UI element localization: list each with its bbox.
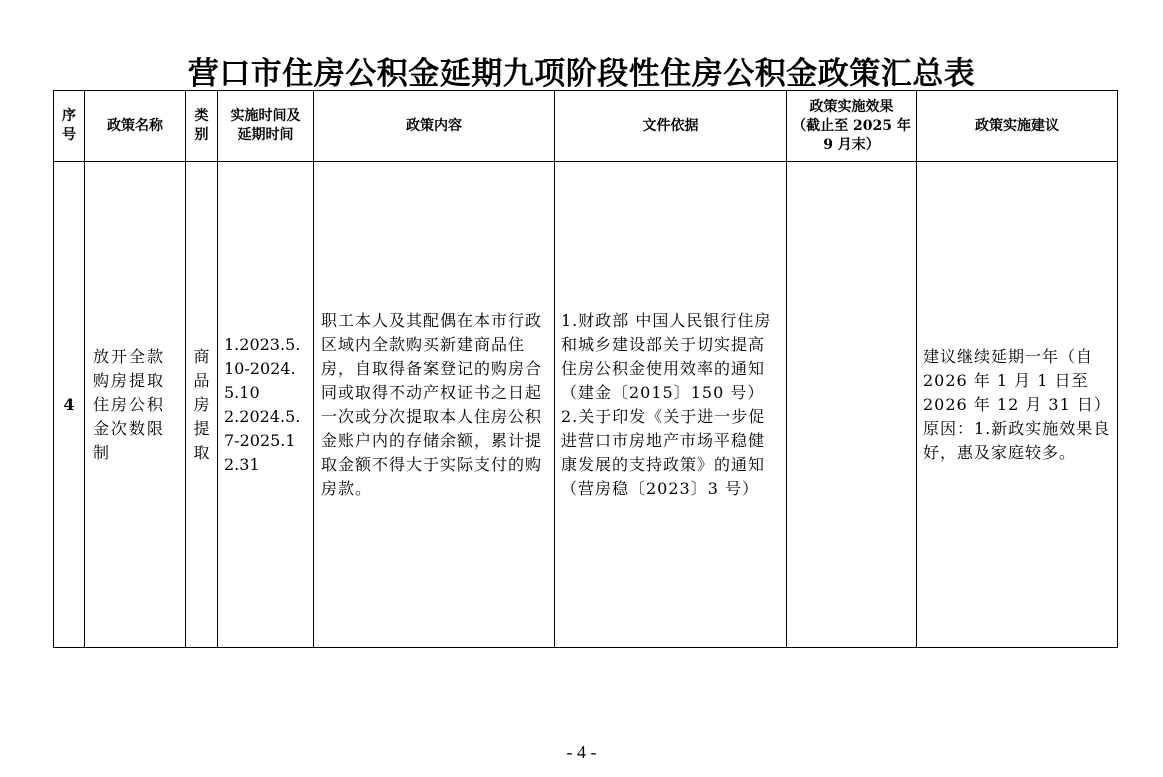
cell-category: 商品房提取 [186,162,218,648]
table-header-row [54,91,1118,162]
page-number: - 4 - [566,742,597,762]
cell-effect [787,162,917,648]
header-no: 序 号 [54,91,85,162]
cell-content: 职工本人及其配偶在本市行政区域内全款购买新建商品住房，自取得备案登记的购房合同或取得不动产权证书之日起一次或分次提取本人住房公积金账户内的存储余额，累计提取金额不得大于实际支付的购房款。 [314,162,555,648]
cell-no: 4 [54,162,85,648]
header-category: 类 别 [186,91,218,162]
document-title: 营口市住房公积金延期九项阶段性住房公积金政策汇总表 [187,56,976,92]
header-basis: 文件依据 [555,91,787,162]
header-suggestion: 政策实施建议 [917,91,1118,162]
policy-table [53,90,1118,648]
cell-suggestion: 建议继续延期一年（自 2026 年 1 月 1 日至 2026 年 12 月 31 日） 原因：1.新政实施效果良好，惠及家庭较多。 [917,162,1118,648]
header-effect: 政策实施效果 （截止至 2025 年 9 月末） [787,91,917,162]
header-content: 政策内容 [314,91,555,162]
table-row [54,162,1118,648]
header-policy-name: 政策名称 [85,91,186,162]
cell-basis: 1.财政部 中国人民银行住房和城乡建设部关于切实提高住房公积金使用效率的通知（建金〔2015〕150 号） 2.关于印发《关于进一步促进营口市房地产市场平稳健康发展的支持政策》的通知（营房稳〔2023〕3 号） [555,162,787,648]
cell-time: 1.2023.5. 10-2024. 5.10 2.2024.5. 7-2025.1 2.31 [218,162,314,648]
cell-policy-name: 放开全款购房提取住房公积金次数限制 [85,162,186,648]
header-time: 实施时间及 延期时间 [218,91,314,162]
